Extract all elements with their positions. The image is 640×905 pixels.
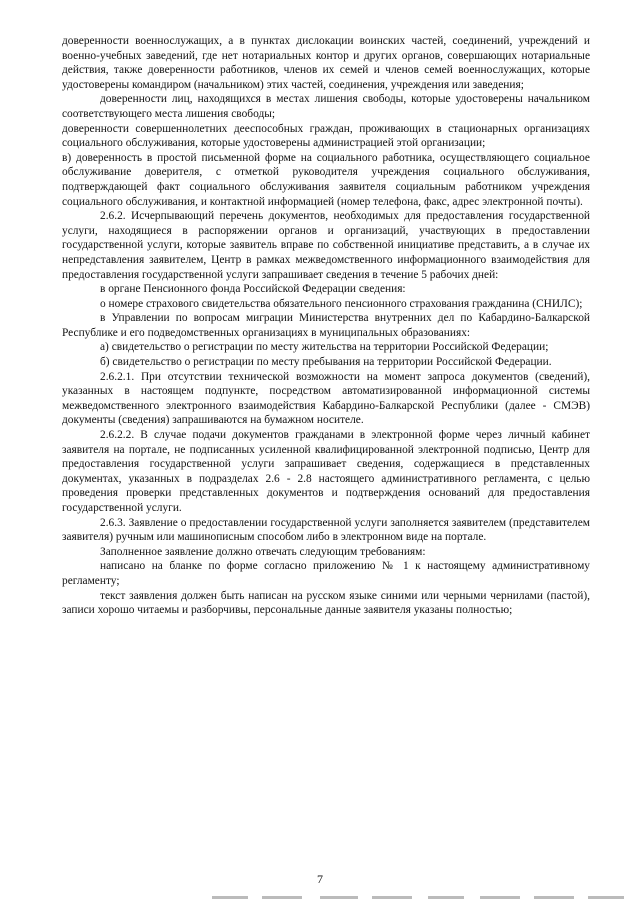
paragraph-ink-requirement: текст заявления должен быть написан на русском языке синими или черными чернилами (пастой), записи хорошо читаемы и разборчивы, персональные данные заявителя указаны полностью;	[62, 589, 590, 617]
page-number: 7	[317, 872, 323, 886]
paragraph-2-6-3: 2.6.3. Заявление о предоставлении государственной услуги заполняется заявителем (представителем заявителя) ручным или машинописным способом либо в электронном виде на портале.	[62, 516, 590, 544]
paragraph-migration-office: в Управлении по вопросам миграции Министерства внутренних дел по Кабардино-Балкарской Республике и его подведомственных организациях в муниципальных образованиях:	[62, 312, 590, 339]
paragraph-snils: о номере страхового свидетельства обязательного пенсионного страхования гражданина (СНИЛС);	[100, 297, 583, 310]
scan-artifact-strip	[0, 892, 640, 905]
paragraph-requirements-intro: Заполненное заявление должно отвечать следующим требованиям:	[100, 545, 426, 558]
document-body	[62, 34, 590, 618]
paragraph-pension-fund: в органе Пенсионного фонда Российской Федерации сведения:	[100, 283, 406, 296]
paragraph-stay-registration: б) свидетельство о регистрации по месту пребывания на территории Российской Федерации.	[100, 356, 552, 369]
paragraph-2-6-2-1: 2.6.2.1. При отсутствии технической возможности на момент запроса документов (сведений), указанных в настоящем подпункте, посредством автоматизированной информационной системы межведомственного электронного взаимодействия Кабардино-Балкарской Республики (далее - СМЭВ) документы (сведения) запрашиваются на бумажном носителе.	[62, 370, 590, 427]
paragraph-social-worker-power: в) доверенность в простой письменной форме на социального работника, осуществляющего социальное обслуживание доверителя, с отметкой руководителя учреждения социального обслуживания, подтверждающей факт социального обслуживания заявителя социальным работником учреждения социального обслуживания, и контактной информацией (номер телефона, факс, адрес электронной почты).	[62, 151, 590, 208]
paragraph-prison-powers: доверенности лиц, находящихся в местах лишения свободы, которые удостоверены начальником соответствующего места лишения свободы;	[62, 93, 590, 120]
paragraph-2-6-2-2: 2.6.2.2. В случае подачи документов гражданами в электронной форме через личный кабинет заявителя на портале, не подписанных усиленной квалифицированной электронной подписью, Центр для предоставления государственной услуги запрашивает сведения, содержащиеся в представленных документах, указанных в подразделах 2.6 - 2.8 настоящего административного регламента, с целью проведения проверки представленных документов и подтверждения оснований для предоставления государственной услуги.	[62, 429, 590, 514]
paragraph-military-powers: доверенности военнослужащих, а в пунктах дислокации воинских частей, соединений, учреждений и военно-учебных заведений, где нет нотариальных контор и других органов, совершающих нотариальные действия, также доверенности работников, членов их семей и членов семей военнослужащих, которые удостоверены командиром (начальником) этих частей, соединения, учреждения или заведения;	[62, 35, 590, 91]
paragraph-form-requirement: написано на бланке по форме согласно приложению № 1 к настоящему административному регламенту;	[62, 560, 590, 587]
paragraph-residence-registration: а) свидетельство о регистрации по месту жительства на территории Российской Федерации;	[100, 341, 549, 354]
paragraph-adult-citizens-powers: доверенности совершеннолетних дееспособных граждан, проживающих в стационарных организациях социального обслуживания, которые удостоверены администрацией этой организации;	[62, 122, 590, 150]
paragraph-2-6-2: 2.6.2. Исчерпывающий перечень документов, необходимых для предоставления государственной услуги, находящиеся в распоряжении органов и организаций, участвующих в предоставлении государственной услуги, которые заявитель вправе по собственной инициативе представить, а в случае их непредставления заявителем, Центр в рамках межведомственного информационного взаимодействия для предоставления государственной услуги запрашивает сведения в течение 5 рабочих дней:	[62, 210, 590, 281]
